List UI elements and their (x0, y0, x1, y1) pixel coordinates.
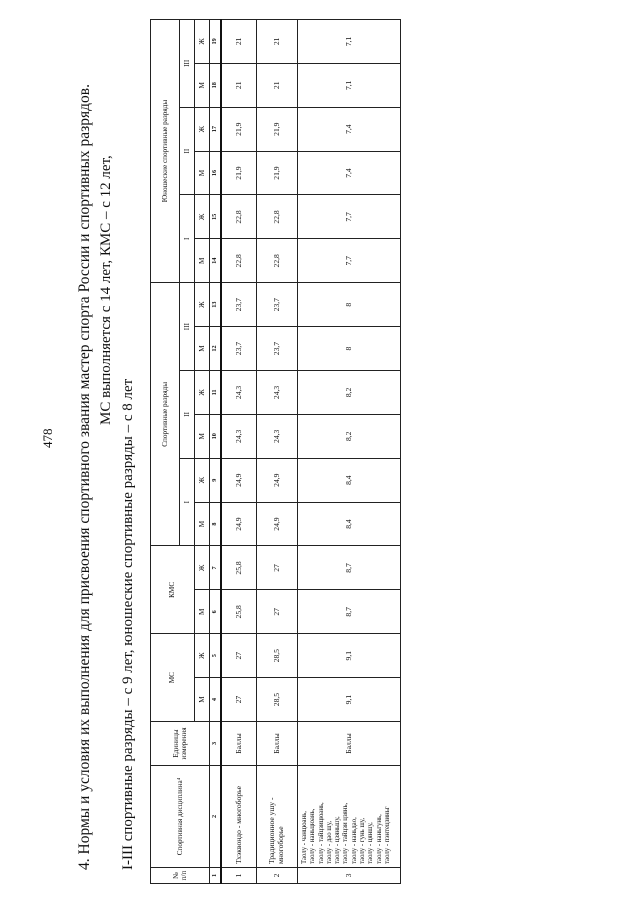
age-conditions-ranks: I-III спортивные разряды – с 9 лет, юношеские спортивные разряды – с 8 лет (120, 378, 136, 870)
discipline-line: Таолу - чанцюань, (301, 810, 308, 864)
units-cell: Баллы (221, 722, 257, 766)
value-cell: 22,8 (221, 239, 257, 283)
value-cell: 24,3 (257, 414, 298, 458)
header-youth-II: II (180, 107, 195, 195)
header-gender-zh: Ж (195, 19, 210, 63)
value-cell: 24,3 (257, 370, 298, 414)
header-gender-m: М (195, 590, 210, 634)
value-cell: 21,9 (221, 151, 257, 195)
norms-table-rotated (150, 20, 427, 884)
value-cell: 21,9 (257, 107, 298, 151)
header-gender-m: М (195, 327, 210, 371)
norms-table (150, 19, 401, 884)
column-index: 19 (210, 19, 222, 63)
value-cell: 7,7 (298, 239, 401, 283)
column-index: 4 (210, 678, 222, 722)
column-index-row (210, 19, 222, 883)
header-sport-ranks: Спортивные разряды (151, 283, 180, 546)
value-cell: 23,7 (257, 283, 298, 327)
row-number: 1 (221, 868, 257, 884)
discipline-line: таолу - тайцзи цзянь, (342, 802, 350, 864)
header-youth-I: I (180, 195, 195, 283)
value-cell: 27 (257, 590, 298, 634)
value-cell: 22,8 (257, 195, 298, 239)
discipline-line: таолу - цяншу, (367, 822, 375, 864)
value-cell: 21 (257, 19, 298, 63)
value-cell: 27 (221, 634, 257, 678)
header-sport-I: I (180, 458, 195, 546)
value-cell: 8,7 (298, 546, 401, 590)
value-cell: 24,3 (221, 370, 257, 414)
header-youth-ranks: Юношеские спортивные разряды (151, 19, 180, 282)
column-index: 17 (210, 107, 222, 151)
header-youth-III: III (180, 19, 195, 107)
header-ms: МС (151, 634, 195, 722)
value-cell: 8,2 (298, 414, 401, 458)
value-cell: 8,4 (298, 458, 401, 502)
value-cell: 24,9 (221, 502, 257, 546)
value-cell: 22,8 (221, 195, 257, 239)
discipline-list-cell (298, 766, 401, 868)
header-sport-II: II (180, 370, 195, 458)
value-cell: 8 (298, 283, 401, 327)
row-number: 3 (298, 868, 401, 884)
column-index: 5 (210, 634, 222, 678)
value-cell: 7,4 (298, 107, 401, 151)
header-gender-zh: Ж (195, 634, 210, 678)
discipline-line: таолу - дао шу, (325, 820, 333, 864)
page-number: 478 (40, 428, 55, 448)
header-gender-zh: Ж (195, 546, 210, 590)
header-gender-zh: Ж (195, 195, 210, 239)
value-cell: 24,3 (221, 414, 257, 458)
discipline-cell: Традиционное ушу - многоборье (257, 766, 298, 868)
units-cell: Баллы (257, 722, 298, 766)
header-units: Единицы измерения (151, 722, 210, 766)
table-row (257, 19, 298, 883)
value-cell: 7,7 (298, 195, 401, 239)
column-index: 2 (210, 766, 222, 868)
header-gender-m: М (195, 239, 210, 283)
column-index: 13 (210, 283, 222, 327)
discipline-line: таолу - наньгунь, (375, 814, 383, 864)
column-index: 12 (210, 327, 222, 371)
discipline-line: таолу - наньцюань, (309, 808, 317, 864)
header-gender-m: М (195, 151, 210, 195)
value-cell: 23,7 (221, 283, 257, 327)
row-number: 2 (257, 868, 298, 884)
value-cell: 24,9 (221, 458, 257, 502)
header-discipline: Спортивная дисциплина⁴ (151, 766, 210, 868)
value-cell: 28,5 (257, 678, 298, 722)
column-index: 6 (210, 590, 222, 634)
value-cell: 23,7 (221, 327, 257, 371)
header-gender-zh: Ж (195, 458, 210, 502)
table-row (298, 19, 401, 883)
value-cell: 25,8 (221, 590, 257, 634)
value-cell: 8,2 (298, 370, 401, 414)
column-index: 18 (210, 63, 222, 107)
value-cell: 21 (257, 63, 298, 107)
value-cell: 21,9 (221, 107, 257, 151)
discipline-line: таолу - тайцзицюань, (317, 802, 325, 864)
value-cell: 24,9 (257, 502, 298, 546)
value-cell: 9,1 (298, 634, 401, 678)
age-conditions-ms-kms: МС выполняется с 14 лет, КМС – с 12 лет, (98, 155, 114, 425)
value-cell: 21,9 (257, 151, 298, 195)
section-heading: 4. Нормы и условия их выполнения для присвоения спортивного звания мастер спорта России и спортивных разрядов. (76, 84, 93, 870)
value-cell: 22,8 (257, 239, 298, 283)
column-index: 14 (210, 239, 222, 283)
value-cell: 27 (221, 678, 257, 722)
column-index: 16 (210, 151, 222, 195)
value-cell: 7,4 (298, 151, 401, 195)
discipline-cell: Тхэквондо - многоборье (221, 766, 257, 868)
column-index: 3 (210, 722, 222, 766)
value-cell: 8,4 (298, 502, 401, 546)
value-cell: 21 (221, 63, 257, 107)
value-cell: 24,9 (257, 458, 298, 502)
value-cell: 8 (298, 327, 401, 371)
column-index: 10 (210, 414, 222, 458)
value-cell: 8,7 (298, 590, 401, 634)
column-index: 1 (210, 868, 222, 884)
value-cell: 7,1 (298, 63, 401, 107)
units-cell: Баллы (298, 722, 401, 766)
header-gender-zh: Ж (195, 107, 210, 151)
discipline-line: таолу - гунь шу, (358, 817, 366, 864)
table-row (221, 19, 257, 883)
value-cell: 21 (221, 19, 257, 63)
header-sport-III: III (180, 283, 195, 371)
value-cell: 27 (257, 546, 298, 590)
discipline-line: таолу - наньдао, (350, 817, 358, 864)
discipline-line: таолу - цзяньшу, (334, 816, 342, 864)
column-index: 8 (210, 502, 222, 546)
header-gender-m: М (195, 63, 210, 107)
header-gender-zh: Ж (195, 370, 210, 414)
value-cell: 9,1 (298, 678, 401, 722)
column-index: 11 (210, 370, 222, 414)
column-index: 15 (210, 195, 222, 239)
discipline-line: таолу - пэнтецзиньг (383, 806, 391, 864)
header-gender-m: М (195, 678, 210, 722)
column-index: 9 (210, 458, 222, 502)
header-kms: КМС (151, 546, 195, 634)
header-gender-m: М (195, 502, 210, 546)
value-cell: 23,7 (257, 327, 298, 371)
header-num: № п/п (151, 868, 210, 884)
header-gender-zh: Ж (195, 283, 210, 327)
value-cell: 25,8 (221, 546, 257, 590)
column-index: 7 (210, 546, 222, 590)
header-gender-m: М (195, 414, 210, 458)
value-cell: 7,1 (298, 19, 401, 63)
value-cell: 28,5 (257, 634, 298, 678)
